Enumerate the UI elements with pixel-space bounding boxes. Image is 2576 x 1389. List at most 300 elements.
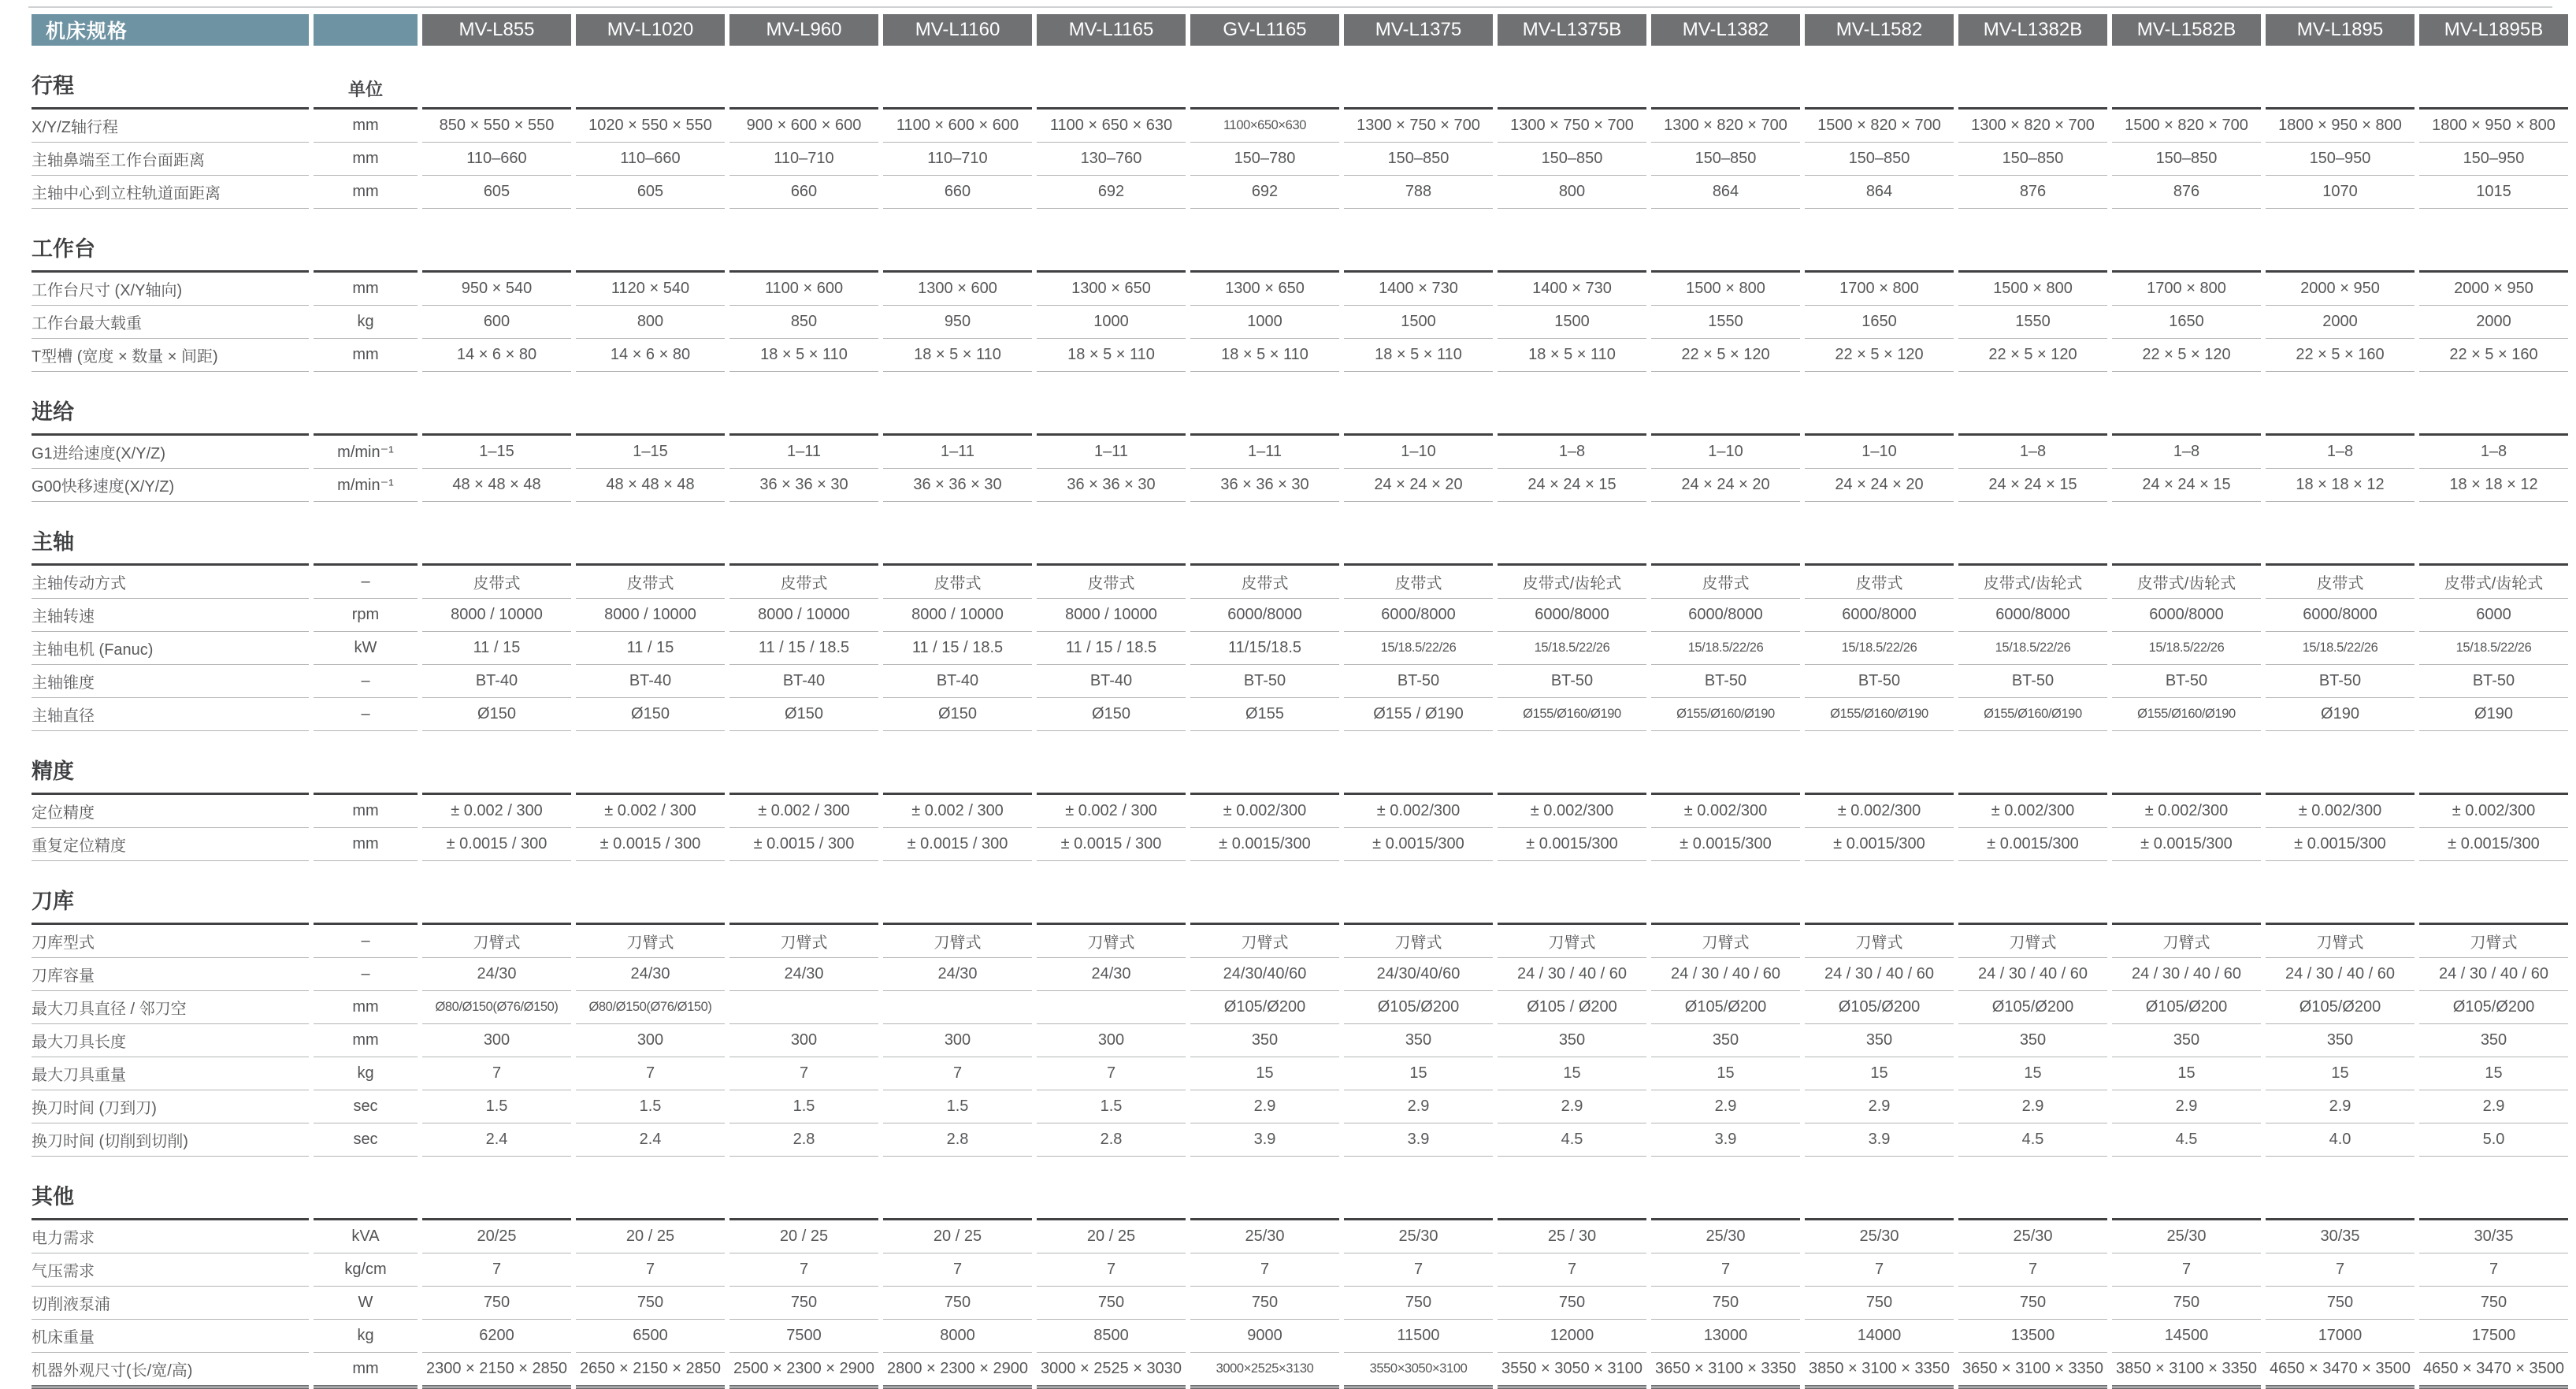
spec-cell: ± 0.002 / 300 bbox=[729, 795, 878, 828]
spec-cell: 11 / 15 / 18.5 bbox=[1037, 632, 1186, 665]
spec-cell: 1400 × 730 bbox=[1344, 273, 1493, 306]
spec-cell: 25/30 bbox=[1190, 1220, 1339, 1253]
spec-row-unit: mm bbox=[314, 1353, 418, 1389]
spec-cell: 4650 × 3470 × 3500 bbox=[2266, 1353, 2415, 1389]
spec-cell: 14 × 6 × 80 bbox=[422, 339, 571, 372]
spec-cell: 1100×650×630 bbox=[1190, 110, 1339, 143]
spec-cell: 11/15/18.5 bbox=[1190, 632, 1339, 665]
spec-cell: 15 bbox=[1651, 1057, 1800, 1090]
section-rule-segment bbox=[1805, 861, 1954, 925]
spec-row bbox=[32, 1253, 2568, 1287]
spec-cell: 4.0 bbox=[2266, 1123, 2415, 1157]
spec-cell: 750 bbox=[883, 1287, 1032, 1320]
table-title: 机床规格 bbox=[32, 14, 309, 46]
spec-cell: ± 0.002 / 300 bbox=[576, 795, 725, 828]
spec-cell: 1000 bbox=[1037, 306, 1186, 339]
spec-cell: 11500 bbox=[1344, 1320, 1493, 1353]
spec-cell: Ø105/Ø200 bbox=[2112, 991, 2261, 1024]
spec-row-unit: mm bbox=[314, 795, 418, 828]
spec-cell: 7 bbox=[883, 1057, 1032, 1090]
spec-cell: 2.4 bbox=[576, 1123, 725, 1157]
section-rule-segment bbox=[422, 731, 571, 795]
spec-cell: 18 × 5 × 110 bbox=[1344, 339, 1493, 372]
spec-cell: 2500 × 2300 × 2900 bbox=[729, 1353, 878, 1389]
spec-cell: Ø155/Ø160/Ø190 bbox=[1958, 698, 2107, 731]
spec-cell: 7 bbox=[422, 1057, 571, 1090]
section-row bbox=[32, 46, 2568, 110]
spec-row bbox=[32, 176, 2568, 209]
spec-cell: ± 0.002/300 bbox=[1805, 795, 1954, 828]
section-title: 工作台 bbox=[32, 209, 309, 273]
spec-cell: 150–850 bbox=[1958, 143, 2107, 176]
spec-cell: 350 bbox=[2112, 1024, 2261, 1057]
spec-cell: 2000 bbox=[2266, 306, 2415, 339]
spec-cell: 3000×2525×3130 bbox=[1190, 1353, 1339, 1389]
spec-cell: 3.9 bbox=[1805, 1123, 1954, 1157]
spec-cell: 350 bbox=[1344, 1024, 1493, 1057]
spec-cell: 3.9 bbox=[1344, 1123, 1493, 1157]
spec-cell: 15 bbox=[1344, 1057, 1493, 1090]
spec-cell: Ø80/Ø150(Ø76/Ø150) bbox=[422, 991, 571, 1024]
spec-cell: Ø190 bbox=[2419, 698, 2568, 731]
spec-cell: 1070 bbox=[2266, 176, 2415, 209]
spec-cell: 950 bbox=[883, 306, 1032, 339]
spec-row-unit: kg bbox=[314, 1320, 418, 1353]
spec-row bbox=[32, 632, 2568, 665]
spec-cell: Ø190 bbox=[2266, 698, 2415, 731]
model-header-mv-l1895: MV-L1895 bbox=[2266, 14, 2415, 46]
spec-row-unit: – bbox=[314, 925, 418, 958]
spec-cell: 6000 bbox=[2419, 599, 2568, 632]
spec-row-label: 主轴锥度 bbox=[32, 665, 309, 698]
spec-cell: 11 / 15 / 18.5 bbox=[883, 632, 1032, 665]
spec-cell: 24 / 30 / 40 / 60 bbox=[1651, 958, 1800, 991]
spec-cell: 7 bbox=[1958, 1253, 2107, 1287]
section-rule-segment bbox=[576, 1157, 725, 1220]
spec-cell: 刀臂式 bbox=[1651, 925, 1800, 958]
spec-cell: 1120 × 540 bbox=[576, 273, 725, 306]
section-rule-segment bbox=[729, 372, 878, 436]
section-rule-segment bbox=[883, 372, 1032, 436]
spec-cell: Ø80/Ø150(Ø76/Ø150) bbox=[576, 991, 725, 1024]
spec-cell: BT-50 bbox=[2112, 665, 2261, 698]
spec-cell: 750 bbox=[2112, 1287, 2261, 1320]
spec-cell: ± 0.0015 / 300 bbox=[883, 828, 1032, 861]
spec-cell: 3550×3050×3100 bbox=[1344, 1353, 1493, 1389]
section-row bbox=[32, 861, 2568, 925]
spec-cell: 300 bbox=[729, 1024, 878, 1057]
section-rule-segment bbox=[1651, 372, 1800, 436]
spec-row-unit: mm bbox=[314, 828, 418, 861]
section-rule-segment bbox=[1805, 209, 1954, 273]
spec-cell: 6000/8000 bbox=[1498, 599, 1646, 632]
section-rule-segment bbox=[2419, 46, 2568, 110]
spec-cell: 350 bbox=[1498, 1024, 1646, 1057]
spec-cell: 6000/8000 bbox=[1805, 599, 1954, 632]
spec-cell: 皮带式 bbox=[1651, 566, 1800, 599]
spec-cell: 3550 × 3050 × 3100 bbox=[1498, 1353, 1646, 1389]
spec-row bbox=[32, 925, 2568, 958]
spec-cell: 6000/8000 bbox=[1190, 599, 1339, 632]
spec-cell: 皮带式 bbox=[576, 566, 725, 599]
spec-row-unit: mm bbox=[314, 110, 418, 143]
spec-cell: 24/30/40/60 bbox=[1190, 958, 1339, 991]
spec-cell: 15/18.5/22/26 bbox=[1651, 632, 1800, 665]
spec-cell: Ø105/Ø200 bbox=[1344, 991, 1493, 1024]
spec-cell: 876 bbox=[2112, 176, 2261, 209]
section-rule-segment bbox=[883, 502, 1032, 566]
spec-row-unit: mm bbox=[314, 991, 418, 1024]
spec-cell: 24/30/40/60 bbox=[1344, 958, 1493, 991]
spec-cell: 1300 × 600 bbox=[883, 273, 1032, 306]
spec-cell: BT-40 bbox=[422, 665, 571, 698]
spec-cell: 15/18.5/22/26 bbox=[1958, 632, 2107, 665]
section-rule-segment bbox=[1190, 46, 1339, 110]
spec-cell: 6000/8000 bbox=[2266, 599, 2415, 632]
spec-cell: 1800 × 950 × 800 bbox=[2266, 110, 2415, 143]
spec-cell: 24 × 24 × 15 bbox=[1498, 469, 1646, 502]
spec-cell: 9000 bbox=[1190, 1320, 1339, 1353]
section-rule-segment bbox=[729, 861, 878, 925]
spec-row-label: T型槽 (宽度 × 数量 × 间距) bbox=[32, 339, 309, 372]
spec-cell: 15 bbox=[2419, 1057, 2568, 1090]
spec-cell: 7 bbox=[1651, 1253, 1800, 1287]
section-rule-segment bbox=[1344, 372, 1493, 436]
spec-cell: 14000 bbox=[1805, 1320, 1954, 1353]
spec-cell: Ø150 bbox=[729, 698, 878, 731]
spec-row-label: 最大刀具直径 / 邻刀空 bbox=[32, 991, 309, 1024]
spec-cell: Ø105/Ø200 bbox=[2419, 991, 2568, 1024]
spec-cell: 2.9 bbox=[2419, 1090, 2568, 1123]
spec-cell: 5.0 bbox=[2419, 1123, 2568, 1157]
spec-cell: 1–8 bbox=[2419, 436, 2568, 469]
spec-cell: 刀臂式 bbox=[729, 925, 878, 958]
spec-cell: 6500 bbox=[576, 1320, 725, 1353]
spec-cell: ± 0.0015/300 bbox=[1190, 828, 1339, 861]
spec-cell: 1–15 bbox=[422, 436, 571, 469]
section-rule-segment bbox=[1190, 372, 1339, 436]
spec-cell: 刀臂式 bbox=[1190, 925, 1339, 958]
spec-cell: 36 × 36 × 30 bbox=[883, 469, 1032, 502]
spec-cell: 1–8 bbox=[2112, 436, 2261, 469]
spec-cell: 18 × 5 × 110 bbox=[1498, 339, 1646, 372]
spec-cell: Ø150 bbox=[576, 698, 725, 731]
spec-cell: 7 bbox=[1344, 1253, 1493, 1287]
spec-cell: 2.9 bbox=[1805, 1090, 1954, 1123]
spec-row-label: 主轴鼻端至工作台面距离 bbox=[32, 143, 309, 176]
spec-cell: 1500 bbox=[1344, 306, 1493, 339]
spec-cell: 刀臂式 bbox=[576, 925, 725, 958]
spec-cell: 605 bbox=[576, 176, 725, 209]
spec-cell: 950 × 540 bbox=[422, 273, 571, 306]
spec-cell: 24 / 30 / 40 / 60 bbox=[1498, 958, 1646, 991]
spec-cell: 18 × 5 × 110 bbox=[1190, 339, 1339, 372]
spec-cell: ± 0.0015/300 bbox=[1805, 828, 1954, 861]
spec-cell: ± 0.0015 / 300 bbox=[422, 828, 571, 861]
section-rule-segment bbox=[883, 46, 1032, 110]
spec-cell: 2650 × 2150 × 2850 bbox=[576, 1353, 725, 1389]
spec-cell: Ø155/Ø160/Ø190 bbox=[1805, 698, 1954, 731]
spec-cell: 皮带式 bbox=[1190, 566, 1339, 599]
model-header-mv-l855: MV-L855 bbox=[422, 14, 571, 46]
spec-row bbox=[32, 665, 2568, 698]
spec-cell: 7 bbox=[729, 1057, 878, 1090]
model-header-mv-l1020: MV-L1020 bbox=[576, 14, 725, 46]
section-title: 主轴 bbox=[32, 502, 309, 566]
spec-cell: 皮带式 bbox=[1344, 566, 1493, 599]
spec-cell: BT-50 bbox=[2419, 665, 2568, 698]
spec-cell: 25/30 bbox=[1344, 1220, 1493, 1253]
spec-cell: 750 bbox=[1651, 1287, 1800, 1320]
spec-cell: 2.9 bbox=[2266, 1090, 2415, 1123]
section-rule-segment bbox=[1037, 861, 1186, 925]
spec-cell: 1300 × 820 × 700 bbox=[1651, 110, 1800, 143]
model-header-mv-l1160: MV-L1160 bbox=[883, 14, 1032, 46]
spec-cell: Ø105/Ø200 bbox=[1805, 991, 1954, 1024]
spec-row bbox=[32, 1353, 2568, 1389]
section-rule-segment bbox=[2419, 731, 2568, 795]
section-rule-segment bbox=[1651, 46, 1800, 110]
section-row bbox=[32, 1157, 2568, 1220]
spec-cell: 刀臂式 bbox=[2266, 925, 2415, 958]
spec-row-label: 刀库容量 bbox=[32, 958, 309, 991]
section-title: 精度 bbox=[32, 731, 309, 795]
section-rule-segment bbox=[883, 731, 1032, 795]
spec-cell: ± 0.0015/300 bbox=[2266, 828, 2415, 861]
spec-cell: 15/18.5/22/26 bbox=[2112, 632, 2261, 665]
spec-cell: 15/18.5/22/26 bbox=[2266, 632, 2415, 665]
spec-row-unit: mm bbox=[314, 143, 418, 176]
section-rule-segment bbox=[1037, 372, 1186, 436]
section-rule-segment bbox=[1805, 46, 1954, 110]
spec-cell: 1–11 bbox=[1190, 436, 1339, 469]
spec-cell: 7 bbox=[2419, 1253, 2568, 1287]
spec-cell: 刀臂式 bbox=[2112, 925, 2261, 958]
spec-cell: BT-40 bbox=[883, 665, 1032, 698]
spec-row-label: 主轴传动方式 bbox=[32, 566, 309, 599]
section-rule-segment bbox=[1805, 731, 1954, 795]
spec-cell: 1800 × 950 × 800 bbox=[2419, 110, 2568, 143]
section-rule-segment bbox=[2112, 1157, 2261, 1220]
spec-cell: Ø105/Ø200 bbox=[1958, 991, 2107, 1024]
spec-cell: 6200 bbox=[422, 1320, 571, 1353]
spec-cell: 110–710 bbox=[883, 143, 1032, 176]
model-header-row bbox=[32, 14, 2568, 46]
section-rule-segment bbox=[1651, 1157, 1800, 1220]
unit-column-header bbox=[314, 861, 418, 925]
spec-row bbox=[32, 1287, 2568, 1320]
top-rule bbox=[28, 6, 2552, 8]
spec-row-unit: kg/cm bbox=[314, 1253, 418, 1287]
section-rule-segment bbox=[1651, 502, 1800, 566]
spec-row bbox=[32, 306, 2568, 339]
spec-cell: 24/30 bbox=[576, 958, 725, 991]
spec-cell: 150–850 bbox=[1805, 143, 1954, 176]
spec-cell: 15/18.5/22/26 bbox=[2419, 632, 2568, 665]
spec-cell: 皮带式/齿轮式 bbox=[2112, 566, 2261, 599]
spec-row-label: 换刀时间 (刀到刀) bbox=[32, 1090, 309, 1123]
spec-cell: 750 bbox=[422, 1287, 571, 1320]
section-rule-segment bbox=[1190, 731, 1339, 795]
spec-cell: 36 × 36 × 30 bbox=[1190, 469, 1339, 502]
spec-cell: 2000 × 950 bbox=[2419, 273, 2568, 306]
spec-cell: 2.8 bbox=[883, 1123, 1032, 1157]
section-rule-segment bbox=[1037, 209, 1186, 273]
section-rule-segment bbox=[422, 209, 571, 273]
spec-cell: 11 / 15 bbox=[576, 632, 725, 665]
spec-cell bbox=[1037, 991, 1186, 1024]
spec-cell: 17000 bbox=[2266, 1320, 2415, 1353]
spec-cell: 150–950 bbox=[2266, 143, 2415, 176]
spec-cell: 6000/8000 bbox=[1958, 599, 2107, 632]
section-rule-segment bbox=[422, 861, 571, 925]
spec-cell: 2.9 bbox=[1344, 1090, 1493, 1123]
spec-row-unit: rpm bbox=[314, 599, 418, 632]
spec-cell: 15/18.5/22/26 bbox=[1344, 632, 1493, 665]
spec-cell: 8000 / 10000 bbox=[422, 599, 571, 632]
section-rule-segment bbox=[2419, 1157, 2568, 1220]
spec-cell: 7 bbox=[883, 1253, 1032, 1287]
spec-cell: 2.9 bbox=[1958, 1090, 2107, 1123]
spec-cell: 24 × 24 × 15 bbox=[2112, 469, 2261, 502]
spec-cell: BT-50 bbox=[1498, 665, 1646, 698]
spec-cell: 24 × 24 × 15 bbox=[1958, 469, 2107, 502]
spec-cell: 18 × 5 × 110 bbox=[729, 339, 878, 372]
section-rule-segment bbox=[2112, 372, 2261, 436]
spec-cell: 1500 × 800 bbox=[1651, 273, 1800, 306]
spec-cell: 350 bbox=[1190, 1024, 1339, 1057]
spec-cell: ± 0.0015/300 bbox=[1958, 828, 2107, 861]
spec-row-label: G1进给速度(X/Y/Z) bbox=[32, 436, 309, 469]
spec-cell: 300 bbox=[883, 1024, 1032, 1057]
spec-cell: 7 bbox=[1190, 1253, 1339, 1287]
spec-cell: 1–10 bbox=[1651, 436, 1800, 469]
model-header-mv-l1382b: MV-L1382B bbox=[1958, 14, 2107, 46]
section-rule-segment bbox=[1344, 46, 1493, 110]
spec-cell: 皮带式 bbox=[883, 566, 1032, 599]
section-rule-segment bbox=[2419, 209, 2568, 273]
spec-cell: Ø150 bbox=[1037, 698, 1186, 731]
spec-cell: 24 × 24 × 20 bbox=[1651, 469, 1800, 502]
section-rule-segment bbox=[1805, 1157, 1954, 1220]
section-rule-segment bbox=[729, 502, 878, 566]
spec-cell: ± 0.002 / 300 bbox=[883, 795, 1032, 828]
section-rule-segment bbox=[2419, 502, 2568, 566]
spec-cell: 24 / 30 / 40 / 60 bbox=[1958, 958, 2107, 991]
spec-row-label: X/Y/Z轴行程 bbox=[32, 110, 309, 143]
spec-cell: 300 bbox=[1037, 1024, 1186, 1057]
spec-row-label: 机器外观尺寸(长/宽/高) bbox=[32, 1353, 309, 1389]
spec-cell: 605 bbox=[422, 176, 571, 209]
spec-cell: Ø155/Ø160/Ø190 bbox=[1651, 698, 1800, 731]
spec-cell: 1650 bbox=[1805, 306, 1954, 339]
spec-row bbox=[32, 339, 2568, 372]
spec-cell: ± 0.002/300 bbox=[2266, 795, 2415, 828]
section-rule-segment bbox=[576, 731, 725, 795]
section-rule-segment bbox=[1958, 1157, 2107, 1220]
spec-cell: 13500 bbox=[1958, 1320, 2107, 1353]
spec-cell: 20 / 25 bbox=[883, 1220, 1032, 1253]
spec-cell: 24/30 bbox=[422, 958, 571, 991]
spec-cell: 1–11 bbox=[729, 436, 878, 469]
section-rule-segment bbox=[1190, 502, 1339, 566]
spec-cell: 皮带式 bbox=[729, 566, 878, 599]
spec-cell: 2.9 bbox=[1498, 1090, 1646, 1123]
spec-row-unit: m/min⁻¹ bbox=[314, 469, 418, 502]
spec-cell: 15 bbox=[1958, 1057, 2107, 1090]
spec-cell: 300 bbox=[576, 1024, 725, 1057]
spec-cell: 1–8 bbox=[1958, 436, 2107, 469]
spec-cell: 3000 × 2525 × 3030 bbox=[1037, 1353, 1186, 1389]
spec-cell: 660 bbox=[883, 176, 1032, 209]
spec-cell: 1300 × 820 × 700 bbox=[1958, 110, 2107, 143]
spec-cell: 7 bbox=[1805, 1253, 1954, 1287]
spec-cell: 7500 bbox=[729, 1320, 878, 1353]
spec-cell: 24/30 bbox=[883, 958, 1032, 991]
section-rule-segment bbox=[576, 861, 725, 925]
section-rule-segment bbox=[422, 372, 571, 436]
spec-cell: 11 / 15 / 18.5 bbox=[729, 632, 878, 665]
spec-cell: 刀臂式 bbox=[1805, 925, 1954, 958]
spec-cell: ± 0.0015/300 bbox=[1498, 828, 1646, 861]
spec-row-label: 气压需求 bbox=[32, 1253, 309, 1287]
spec-cell: 7 bbox=[2266, 1253, 2415, 1287]
spec-cell: 7 bbox=[2112, 1253, 2261, 1287]
unit-column-header: 单位 bbox=[314, 46, 418, 110]
spec-cell: 3650 × 3100 × 3350 bbox=[1651, 1353, 1800, 1389]
spec-cell: 7 bbox=[1037, 1057, 1186, 1090]
spec-cell: 1–10 bbox=[1344, 436, 1493, 469]
section-rule-segment bbox=[1037, 502, 1186, 566]
spec-cell: 750 bbox=[2266, 1287, 2415, 1320]
spec-row-label: 重复定位精度 bbox=[32, 828, 309, 861]
spec-cell: 24 / 30 / 40 / 60 bbox=[2112, 958, 2261, 991]
spec-cell: 24 / 30 / 40 / 60 bbox=[2266, 958, 2415, 991]
spec-cell: Ø105 / Ø200 bbox=[1498, 991, 1646, 1024]
spec-cell: 7 bbox=[1037, 1253, 1186, 1287]
spec-row bbox=[32, 1320, 2568, 1353]
spec-cell: 22 × 5 × 160 bbox=[2266, 339, 2415, 372]
spec-cell: 48 × 48 × 48 bbox=[422, 469, 571, 502]
spec-cell: ± 0.002/300 bbox=[1344, 795, 1493, 828]
spec-cell: 11 / 15 bbox=[422, 632, 571, 665]
spec-row bbox=[32, 469, 2568, 502]
section-rule-segment bbox=[1958, 372, 2107, 436]
spec-cell: 刀臂式 bbox=[2419, 925, 2568, 958]
spec-row bbox=[32, 1024, 2568, 1057]
section-rule-segment bbox=[1190, 1157, 1339, 1220]
spec-cell: 1700 × 800 bbox=[1805, 273, 1954, 306]
section-rule-segment bbox=[1344, 731, 1493, 795]
spec-row bbox=[32, 143, 2568, 176]
spec-cell: 3850 × 3100 × 3350 bbox=[2112, 1353, 2261, 1389]
spec-cell: 1.5 bbox=[883, 1090, 1032, 1123]
spec-cell bbox=[883, 991, 1032, 1024]
spec-cell: 1100 × 650 × 630 bbox=[1037, 110, 1186, 143]
spec-cell: 2.8 bbox=[1037, 1123, 1186, 1157]
spec-row-label: 主轴转速 bbox=[32, 599, 309, 632]
spec-cell: 1300 × 750 × 700 bbox=[1344, 110, 1493, 143]
spec-cell: 1500 × 820 × 700 bbox=[2112, 110, 2261, 143]
section-rule-segment bbox=[2112, 209, 2261, 273]
spec-row-label: 主轴中心到立柱轨道面距离 bbox=[32, 176, 309, 209]
spec-cell: 6000/8000 bbox=[2112, 599, 2261, 632]
spec-cell: 13000 bbox=[1651, 1320, 1800, 1353]
spec-cell: 18 × 18 × 12 bbox=[2266, 469, 2415, 502]
spec-cell: 15 bbox=[1805, 1057, 1954, 1090]
model-header-mv-l1375: MV-L1375 bbox=[1344, 14, 1493, 46]
spec-cell: BT-50 bbox=[1958, 665, 2107, 698]
